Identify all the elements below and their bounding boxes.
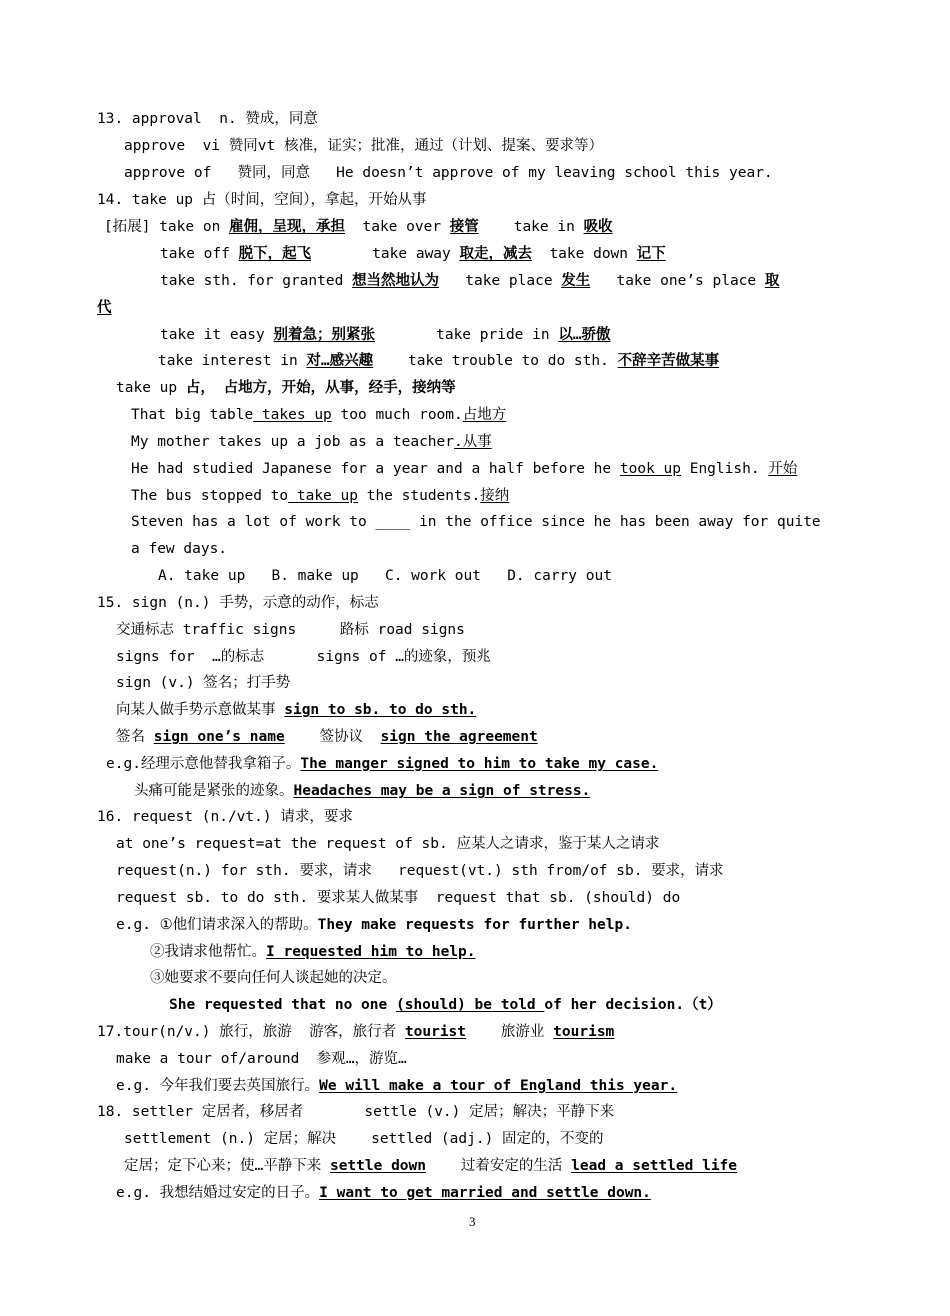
text-segment: English. (680, 461, 769, 477)
text-line (97, 1022, 614, 1042)
text-segment: e.g. 今年我们要去英国旅行。 (116, 1078, 320, 1094)
text-segment: 吸收 (583, 219, 613, 235)
text-segment: 签名 (116, 729, 154, 745)
text-line (116, 888, 680, 908)
text-segment: 脱下，起飞 (238, 246, 312, 262)
text-segment: approve vi 赞同vt 核准，证实；批准，通过（计划、提案、要求等） (124, 138, 603, 154)
text-segment: take off (160, 246, 239, 262)
text-segment: takes up (253, 407, 332, 423)
text-line (150, 942, 476, 962)
text-segment: That big table (131, 407, 254, 423)
text-line (97, 298, 112, 318)
text-segment: take up (288, 488, 358, 504)
text-line (160, 271, 779, 291)
text-segment: take it easy (160, 327, 274, 343)
text-segment: 占地方 (462, 407, 507, 423)
text-segment: 签协议 (284, 729, 381, 745)
text-segment: take over (345, 219, 450, 235)
text-segment: 雇佣，呈现，承担 (229, 219, 346, 235)
text-line (124, 136, 603, 156)
text-segment: 接纳 (480, 488, 510, 504)
text-segment: [拓展] take on (104, 219, 230, 235)
text-line (124, 1129, 604, 1149)
text-line (131, 512, 821, 532)
text-segment: 记下 (636, 246, 666, 262)
text-segment: take up (116, 380, 186, 396)
text-line (116, 673, 290, 693)
text-segment: He had studied Japanese for a year and a half before he (131, 461, 620, 477)
text-line (116, 647, 491, 667)
text-segment: settlement (n.) 定居；解决 settled (adj.) 固定的，不变的 (124, 1131, 604, 1147)
text-segment: take pride in (375, 327, 559, 343)
text-segment: take one’s place (590, 273, 765, 289)
text-segment: 过着安定的生活 (426, 1158, 572, 1174)
text-segment: make a tour of/around 参观…，游览… (116, 1051, 407, 1067)
text-segment: A. take up B. make up C. work out D. carry out (158, 568, 612, 584)
text-segment: 代 (97, 300, 112, 316)
text-segment: 不辞辛苦做某事 (617, 353, 720, 369)
text-segment: 向某人做手势示意做某事 (116, 702, 285, 718)
text-segment: Headaches may be a sign of stress. (293, 783, 591, 799)
text-segment: settle down (329, 1158, 426, 1174)
text-segment: 接管 (449, 219, 479, 235)
text-segment: 占， 占地方，开始，从事，经手，接纳等 (185, 380, 456, 396)
text-segment: 想当然地认为 (352, 273, 440, 289)
text-segment: 旅游业 (466, 1024, 554, 1040)
text-segment: signs for …的标志 signs of …的迹象，预兆 (116, 649, 491, 665)
text-segment: (should) be told (395, 997, 545, 1013)
text-line (131, 486, 509, 506)
text-line (116, 1183, 651, 1203)
text-line (97, 190, 427, 210)
text-line (158, 351, 719, 371)
text-segment: tourism (553, 1024, 615, 1040)
text-segment: of her decision.（t） (544, 997, 722, 1013)
text-segment: sign to sb. to do sth. (284, 702, 477, 718)
text-line (160, 244, 666, 264)
text-line (124, 1156, 737, 1176)
text-segment: We will make a tour of England this year. (319, 1078, 678, 1094)
text-segment: take in (478, 219, 584, 235)
text-line (116, 700, 476, 720)
text-line (97, 109, 318, 129)
text-segment: e.g. ①他们请求深入的帮助。 (116, 917, 318, 933)
text-segment: I requested him to help. (266, 944, 476, 960)
text-segment: She requested that no one (169, 997, 396, 1013)
text-segment: sign the agreement (380, 729, 538, 745)
text-segment: take trouble to do sth. (373, 353, 618, 369)
text-segment: Steven has a lot of work to ____ in the office since he has been away for quite (131, 514, 821, 530)
text-line (124, 163, 773, 183)
text-segment: sign (v.) 签名；打手势 (116, 675, 291, 691)
text-segment: take sth. for granted (160, 273, 353, 289)
text-line (106, 754, 658, 774)
text-line (131, 459, 797, 479)
text-segment: lead a settled life (571, 1158, 738, 1174)
text-segment: request(n.) for sth. 要求，请求 request(vt.) sth from/of sb. 要求，请求 (116, 863, 724, 879)
text-segment: 对…感兴趣 (306, 353, 374, 369)
text-line (131, 539, 227, 559)
text-segment: 17.tour(n/v.) 旅行，旅游 游客，旅行者 (97, 1024, 405, 1040)
text-line (169, 995, 722, 1015)
text-segment: 13. approval n. 赞成，同意 (97, 111, 318, 127)
text-segment: I want to get married and settle down. (319, 1185, 651, 1201)
text-segment: 头痛可能是紧张的迹象。 (134, 783, 294, 799)
text-segment: They make requests for further help. (317, 917, 632, 933)
text-segment: My mother takes up a job as a teacher (131, 434, 455, 450)
text-segment: 开始 (768, 461, 798, 477)
text-segment: The manger signed to him to take my case. (300, 756, 659, 772)
text-segment: approve of 赞同，同意 He doesn’t approve of my leaving school this year. (124, 165, 773, 181)
text-line (116, 915, 632, 935)
text-segment: 取 (764, 273, 780, 289)
text-segment: take place (439, 273, 562, 289)
text-segment: 以…骄傲 (558, 327, 611, 343)
text-segment: ②我请求他帮忙。 (150, 944, 266, 960)
text-line (116, 378, 456, 398)
text-segment: 18. settler 定居者，移居者 settle (v.) 定居；解决；平静下来 (97, 1104, 615, 1120)
text-segment: 14. take up 占（时间，空间），拿起，开始从事 (97, 192, 427, 208)
text-line (116, 620, 465, 640)
text-line (104, 217, 613, 237)
text-segment: ③她要求不要向任何人谈起她的决定。 (150, 970, 397, 986)
text-line (116, 1049, 407, 1069)
text-segment: a few days. (131, 541, 228, 557)
text-line (116, 727, 538, 747)
text-segment: tourist (404, 1024, 467, 1040)
text-line (131, 432, 492, 452)
text-line (150, 968, 397, 988)
text-segment: 16. request (n./vt.) 请求，要求 (97, 809, 353, 825)
text-segment: 定居；定下心来；使…平静下来 (124, 1158, 330, 1174)
page-number: 3 (469, 1214, 476, 1229)
text-line (97, 593, 379, 613)
text-segment: sign one’s name (153, 729, 285, 745)
text-segment: take away (311, 246, 460, 262)
text-segment: The bus stopped to (131, 488, 289, 504)
text-line (134, 781, 590, 801)
text-segment: 取走，减去 (459, 246, 532, 262)
text-segment: .从事 (454, 434, 492, 450)
text-segment: took up (619, 461, 681, 477)
text-line (131, 405, 506, 425)
text-line (116, 834, 659, 854)
text-segment: take down (531, 246, 637, 262)
text-line (158, 566, 612, 586)
text-segment: e.g. 我想结婚过安定的日子。 (116, 1185, 320, 1201)
text-segment: 发生 (561, 273, 591, 289)
text-segment: 交通标志 traffic signs 路标 road signs (116, 622, 465, 638)
text-segment: too much room. (331, 407, 463, 423)
text-segment: request sb. to do sth. 要求某人做某事 request that sb. (should) do (116, 890, 681, 906)
text-segment: at one’s request=at the request of sb. 应某人之请求，鉴于某人之请求 (116, 836, 660, 852)
text-line (97, 1102, 614, 1122)
text-segment: take interest in (158, 353, 307, 369)
text-line (160, 325, 611, 345)
text-line (116, 1076, 677, 1096)
text-line (97, 807, 353, 827)
text-line (116, 861, 724, 881)
text-segment: e.g.经理示意他替我拿箱子。 (106, 756, 301, 772)
text-segment: 15. sign (n.) 手势，示意的动作，标志 (97, 595, 379, 611)
text-segment: 别着急；别紧张 (273, 327, 375, 343)
text-segment: the students. (357, 488, 481, 504)
